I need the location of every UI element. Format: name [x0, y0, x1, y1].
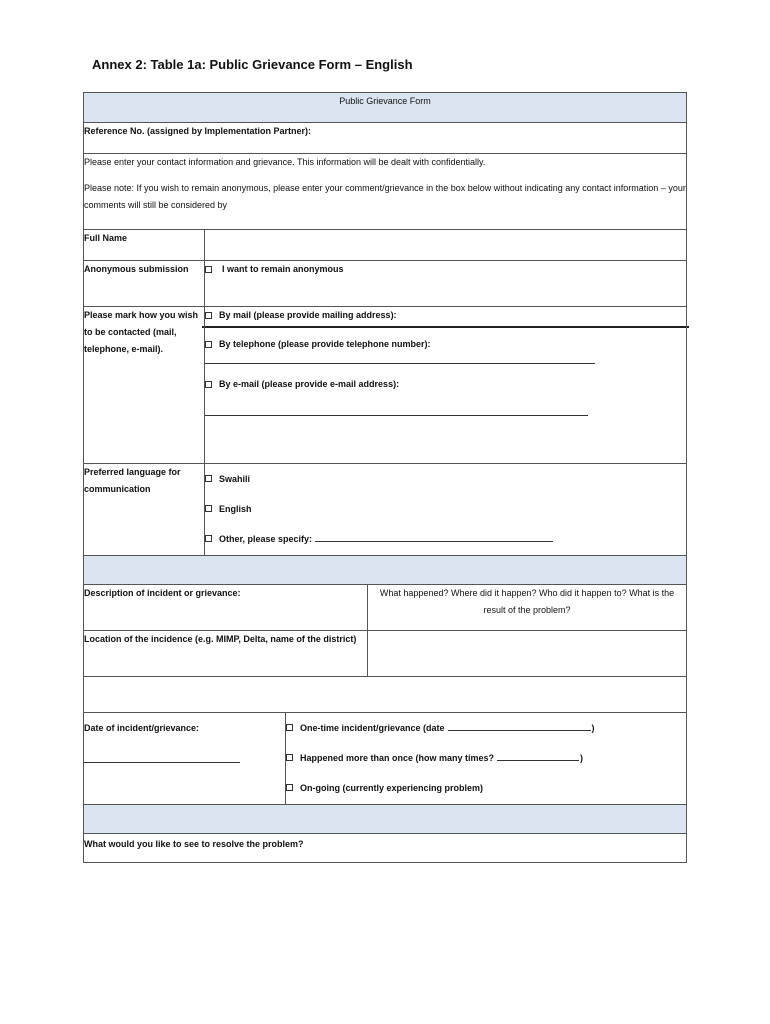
checkbox-icon: [286, 754, 293, 761]
email-address-line[interactable]: [205, 405, 588, 416]
description-label: Description of incident or grievance:: [84, 585, 368, 631]
language-label: Preferred language for communication: [84, 464, 205, 556]
other-language-line[interactable]: [315, 531, 553, 542]
full-name-label: Full Name: [84, 230, 205, 261]
once-date-line[interactable]: [448, 720, 591, 731]
section-divider: [84, 805, 687, 834]
anonymous-checkbox[interactable]: I want to remain anonymous: [205, 261, 686, 278]
full-name-field[interactable]: [205, 230, 687, 261]
location-field[interactable]: [368, 631, 687, 677]
lang-swahili-checkbox[interactable]: Swahili: [205, 464, 686, 494]
checkbox-icon: [205, 266, 212, 273]
lang-english-checkbox[interactable]: English: [205, 494, 686, 524]
checkbox-icon: [205, 505, 212, 512]
anonymous-label: Anonymous submission: [84, 261, 205, 307]
description-hint: What happened? Where did it happen? Who did it happen to? What is the result of the problem?: [379, 588, 675, 615]
mail-address-line[interactable]: [202, 326, 689, 328]
contact-phone-checkbox[interactable]: By telephone (please provide telephone number):: [205, 336, 686, 353]
contact-email-checkbox[interactable]: By e-mail (please provide e-mail address):: [205, 376, 686, 393]
checkbox-icon: [286, 724, 293, 731]
freq-ongoing-checkbox[interactable]: On-going (currently experiencing problem): [286, 773, 686, 803]
times-line[interactable]: [497, 750, 579, 761]
page-title: Annex 2: Table 1a: Public Grievance Form – English: [92, 57, 413, 72]
location-label: Location of the incidence (e.g. MIMP, Delta, name of the district): [84, 631, 368, 677]
contact-label: Please mark how you wish to be contacted (mail, telephone, e-mail).: [84, 307, 205, 464]
grievance-form: [83, 92, 687, 863]
intro-text-2: Please note: If you wish to remain anonymous, please enter your comment/grievance in the box below without indicating any contact information – your comments will still be considered by: [84, 183, 686, 210]
reference-label: Reference No. (assigned by Implementation Partner):: [84, 126, 312, 136]
blank-row[interactable]: [84, 677, 687, 713]
checkbox-icon: [205, 475, 212, 482]
intro-row: [84, 154, 687, 230]
checkbox-icon: [205, 535, 212, 542]
checkbox-icon: [286, 784, 293, 791]
checkbox-icon: [205, 312, 212, 319]
date-label: Date of incident/grievance:: [84, 723, 200, 733]
freq-once-checkbox[interactable]: One-time incident/grievance (date ): [286, 713, 686, 743]
checkbox-icon: [205, 381, 212, 388]
phone-number-line[interactable]: [205, 353, 595, 364]
section-divider: [84, 556, 687, 585]
checkbox-icon: [205, 341, 212, 348]
freq-more-checkbox[interactable]: Happened more than once (how many times? ): [286, 743, 686, 773]
description-field[interactable]: [368, 585, 687, 631]
form-header: Public Grievance Form: [84, 93, 687, 123]
resolve-label: What would you like to see to resolve the problem?: [84, 839, 304, 849]
lang-other-checkbox[interactable]: Other, please specify:: [205, 524, 686, 554]
reference-row[interactable]: [84, 123, 687, 154]
intro-text-1: Please enter your contact information and grievance. This information will be dealt with confidentially.: [84, 157, 486, 167]
contact-mail-checkbox[interactable]: By mail (please provide mailing address):: [205, 307, 686, 324]
resolve-field[interactable]: [84, 834, 687, 863]
date-line[interactable]: [84, 752, 240, 763]
